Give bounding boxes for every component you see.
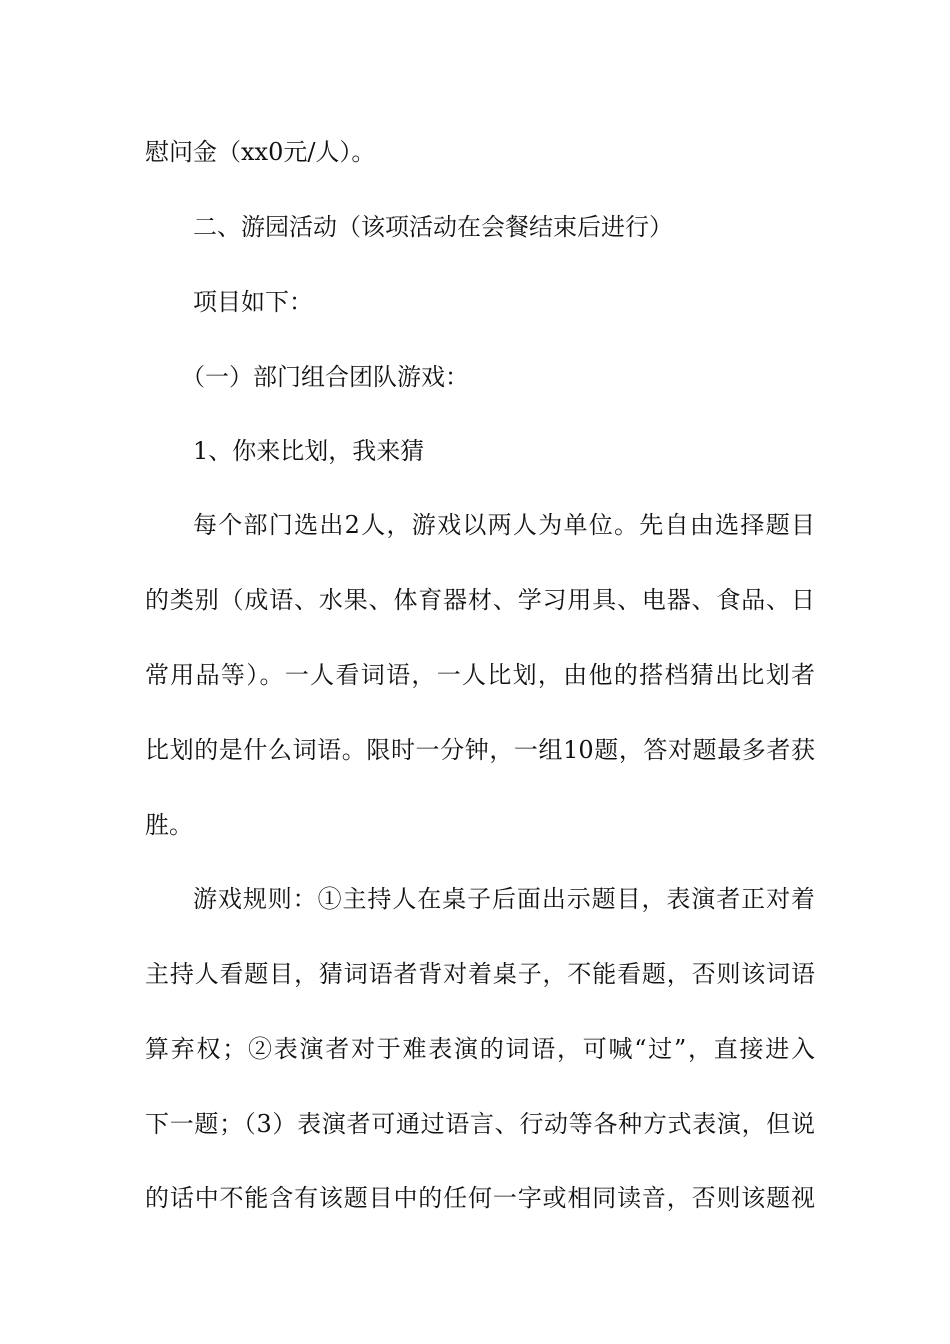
- paragraph-line: 的类别（成语、水果、体育器材、学习用具、电器、食品、日: [145, 586, 815, 614]
- paragraph-line: 比划的是什么词语。限时一分钟，一组10题，答对题最多者获: [145, 736, 815, 764]
- text-line: 慰问金（xx0元/人）。: [145, 138, 376, 166]
- paragraph-line: 下一题；（3）表演者可通过语言、行动等各种方式表演，但说: [145, 1110, 815, 1138]
- paragraph-line: 常用品等）。一人看词语，一人比划，由他的搭档猜出比划者: [145, 661, 815, 689]
- paragraph-line: 游戏规则：①主持人在桌子后面出示题目，表演者正对着: [193, 885, 815, 913]
- paragraph-line: 胜。: [145, 811, 193, 839]
- paragraph-line: 每个部门选出2人，游戏以两人为单位。先自由选择题目: [193, 511, 815, 539]
- paragraph-line: 主持人看题目，猜词语者背对着桌子，不能看题，否则该词语: [145, 960, 815, 988]
- paragraph-line: 的话中不能含有该题目中的任何一字或相同读音，否则该题视: [145, 1184, 815, 1212]
- text-line: 项目如下：: [193, 288, 313, 316]
- item-heading: 1、你来比划，我来猜: [193, 437, 425, 465]
- subsection-heading: （一）部门组合团队游戏：: [181, 363, 469, 391]
- section-heading: 二、游园活动（该项活动在会餐结束后进行）: [193, 213, 673, 241]
- paragraph-line: 算弃权；②表演者对于难表演的词语，可喊“过”，直接进入: [145, 1035, 815, 1063]
